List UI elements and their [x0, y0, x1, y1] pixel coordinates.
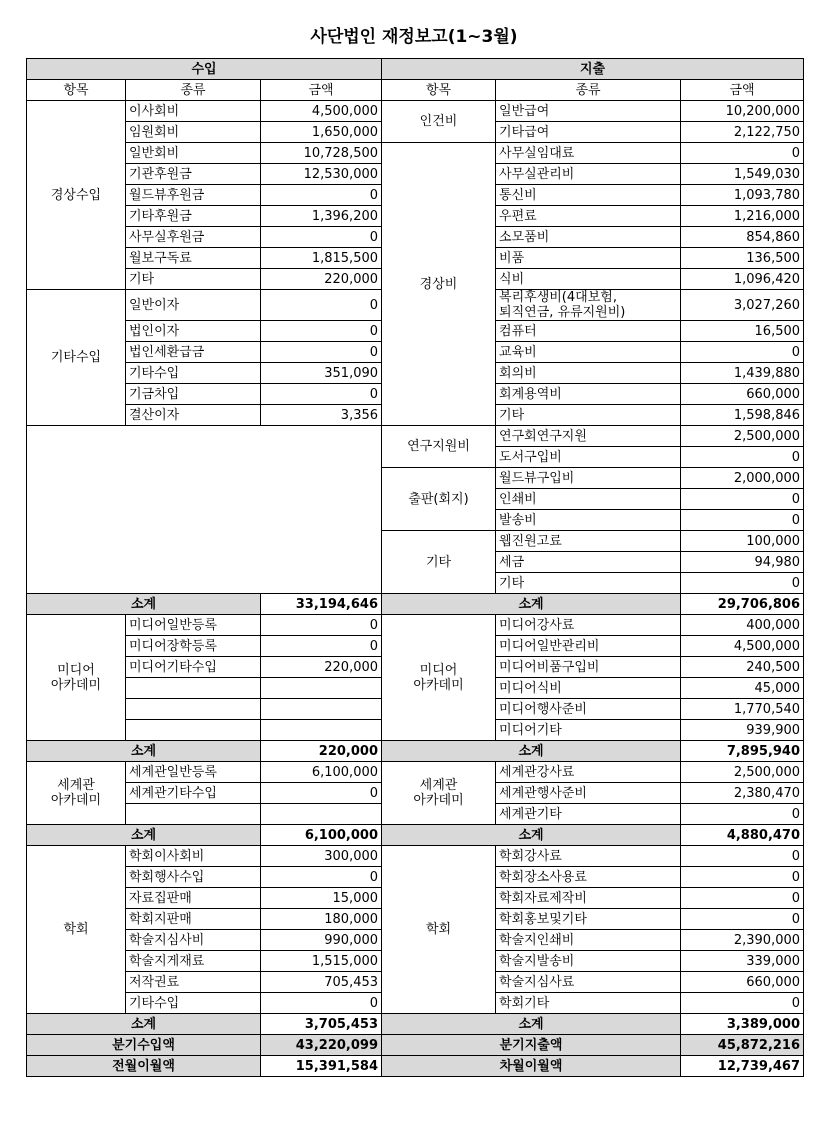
- income-item-amount: 3,356: [261, 405, 382, 426]
- expense-item-amount: 0: [681, 510, 804, 531]
- worldview-expense-item-name: 세계관기타: [496, 804, 681, 825]
- society-income-item-name: 기타수입: [126, 993, 261, 1014]
- worldview-expense-subtotal: 4,880,470: [681, 825, 804, 846]
- media-expense-item-name: 미디어기타: [496, 720, 681, 741]
- expense-category: 기타: [382, 531, 496, 594]
- society-income-item-amount: 0: [261, 993, 382, 1014]
- income-item-name: 기타수입: [126, 363, 261, 384]
- expense-item-amount: 136,500: [681, 248, 804, 269]
- media-expense-item-amount: 939,900: [681, 720, 804, 741]
- expense-item-amount: 0: [681, 447, 804, 468]
- expense-item-name: 사무실관리비: [496, 164, 681, 185]
- society-income-item-name: 학회행사수입: [126, 867, 261, 888]
- media-income-item-empty: [126, 699, 261, 720]
- income-item-amount: 0: [261, 290, 382, 321]
- income-subtotal-label: 소계: [27, 594, 261, 615]
- expense-item-name: 회계용역비: [496, 384, 681, 405]
- quarter-expense: 45,872,216: [681, 1035, 804, 1056]
- income-item-name: 결산이자: [126, 405, 261, 426]
- income-item-amount: 1,396,200: [261, 206, 382, 227]
- income-item-name: 기관후원금: [126, 164, 261, 185]
- worldview-income-amount-empty: [261, 804, 382, 825]
- worldview-expense-item-amount: 0: [681, 804, 804, 825]
- next-balance-label: 차월이월액: [382, 1056, 681, 1077]
- income-item-name: 기금차입: [126, 384, 261, 405]
- media-expense-item-amount: 4,500,000: [681, 636, 804, 657]
- expense-item-amount: 1,549,030: [681, 164, 804, 185]
- society-income-item-amount: 990,000: [261, 930, 382, 951]
- income-item-amount: 0: [261, 227, 382, 248]
- worldview-expense-item-name: 세계관강사료: [496, 762, 681, 783]
- expense-item-name: 발송비: [496, 510, 681, 531]
- next-balance: 12,739,467: [681, 1056, 804, 1077]
- expense-item-amount: 100,000: [681, 531, 804, 552]
- expense-item-name: 회의비: [496, 363, 681, 384]
- col-category-header: 항목: [382, 80, 496, 101]
- society-income-item-name: 학회이사회비: [126, 846, 261, 867]
- expense-header: 지출: [382, 59, 804, 80]
- society-income-item-name: 저작권료: [126, 972, 261, 993]
- expense-item-amount: 10,200,000: [681, 101, 804, 122]
- worldview-income-item-amount: 0: [261, 783, 382, 804]
- expense-item-amount: 0: [681, 143, 804, 164]
- expense-item-amount: 94,980: [681, 552, 804, 573]
- worldview-expense-item-amount: 2,500,000: [681, 762, 804, 783]
- expense-item-amount: 660,000: [681, 384, 804, 405]
- society-expense-item-name: 학회기타: [496, 993, 681, 1014]
- society-expense-subtotal: 3,389,000: [681, 1014, 804, 1035]
- society-income-item-amount: 300,000: [261, 846, 382, 867]
- prev-balance: 15,391,584: [261, 1056, 382, 1077]
- media-expense-item-name: 미디어일반관리비: [496, 636, 681, 657]
- expense-item-name: 기타: [496, 405, 681, 426]
- society-income-item-amount: 1,515,000: [261, 951, 382, 972]
- quarter-income-label: 분기수입액: [27, 1035, 261, 1056]
- income-item-name: 일반회비: [126, 143, 261, 164]
- society-expense-item-name: 학회강사료: [496, 846, 681, 867]
- income-category: 경상수입: [27, 101, 126, 290]
- society-expense-item-amount: 2,390,000: [681, 930, 804, 951]
- expense-item-amount: 1,093,780: [681, 185, 804, 206]
- society-income-subtotal: 3,705,453: [261, 1014, 382, 1035]
- society-income-category: 학회: [27, 846, 126, 1014]
- income-item-name: 법인이자: [126, 321, 261, 342]
- income-header: 수입: [27, 59, 382, 80]
- worldview-income-item-empty: [126, 804, 261, 825]
- income-item-amount: 1,650,000: [261, 122, 382, 143]
- media-income-subtotal-label: 소계: [27, 741, 261, 762]
- income-item-name: 법인세환급금: [126, 342, 261, 363]
- media-income-item-amount: 220,000: [261, 657, 382, 678]
- expense-item-amount: 16,500: [681, 321, 804, 342]
- media-expense-item-amount: 240,500: [681, 657, 804, 678]
- col-kind-header: 종류: [496, 80, 681, 101]
- media-income-item-name: 미디어장학등록: [126, 636, 261, 657]
- society-expense-item-amount: 0: [681, 888, 804, 909]
- expense-item-amount: 854,860: [681, 227, 804, 248]
- worldview-income-subtotal: 6,100,000: [261, 825, 382, 846]
- media-income-item-amount: 0: [261, 615, 382, 636]
- society-expense-item-amount: 339,000: [681, 951, 804, 972]
- society-expense-item-name: 학술지심사료: [496, 972, 681, 993]
- col-amount-header: 금액: [681, 80, 804, 101]
- media-income-item-empty: [126, 720, 261, 741]
- expense-item-name: 소모품비: [496, 227, 681, 248]
- expense-item-name: 기타급여: [496, 122, 681, 143]
- society-income-item-amount: 15,000: [261, 888, 382, 909]
- media-expense-item-name: 미디어식비: [496, 678, 681, 699]
- expense-item-amount: 1,216,000: [681, 206, 804, 227]
- society-expense-item-name: 학회자료제작비: [496, 888, 681, 909]
- media-income-amount-empty: [261, 699, 382, 720]
- media-income-category: 미디어 아카데미: [27, 615, 126, 741]
- society-income-item-name: 학회지판매: [126, 909, 261, 930]
- income-item-name: 이사회비: [126, 101, 261, 122]
- prev-balance-label: 전월이월액: [27, 1056, 261, 1077]
- expense-item-amount: 0: [681, 342, 804, 363]
- worldview-expense-item-amount: 2,380,470: [681, 783, 804, 804]
- expense-item-name: 월드뷰구입비: [496, 468, 681, 489]
- expense-item-amount: 1,598,846: [681, 405, 804, 426]
- expense-item-name: 컴퓨터: [496, 321, 681, 342]
- worldview-income-category: 세계관 아카데미: [27, 762, 126, 825]
- society-expense-item-name: 학술지발송비: [496, 951, 681, 972]
- expense-item-amount: 0: [681, 573, 804, 594]
- income-item-amount: 1,815,500: [261, 248, 382, 269]
- income-item-name: 월보구독료: [126, 248, 261, 269]
- income-item-amount: 10,728,500: [261, 143, 382, 164]
- worldview-expense-category: 세계관 아카데미: [382, 762, 496, 825]
- expense-item-name: 기타: [496, 573, 681, 594]
- income-item-name: 임원회비: [126, 122, 261, 143]
- media-expense-item-amount: 1,770,540: [681, 699, 804, 720]
- income-item-name: 사무실후원금: [126, 227, 261, 248]
- society-expense-item-name: 학술지인쇄비: [496, 930, 681, 951]
- expense-subtotal: 29,706,806: [681, 594, 804, 615]
- expense-category: 인건비: [382, 101, 496, 143]
- worldview-income-subtotal-label: 소계: [27, 825, 261, 846]
- worldview-income-item-amount: 6,100,000: [261, 762, 382, 783]
- media-expense-subtotal-label: 소계: [382, 741, 681, 762]
- income-item-amount: 0: [261, 384, 382, 405]
- expense-item-name: 통신비: [496, 185, 681, 206]
- society-expense-item-name: 학회홍보및기타: [496, 909, 681, 930]
- col-category-header: 항목: [27, 80, 126, 101]
- media-income-item-empty: [126, 678, 261, 699]
- expense-category: 출판(회지): [382, 468, 496, 531]
- empty-block: [27, 426, 382, 594]
- media-expense-item-name: 미디어비품구입비: [496, 657, 681, 678]
- society-income-item-name: 자료집판매: [126, 888, 261, 909]
- worldview-expense-subtotal-label: 소계: [382, 825, 681, 846]
- income-item-name: 일반이자: [126, 290, 261, 321]
- income-item-amount: 12,530,000: [261, 164, 382, 185]
- expense-item-amount: 2,122,750: [681, 122, 804, 143]
- expense-item-amount: 1,096,420: [681, 269, 804, 290]
- expense-item-name: 식비: [496, 269, 681, 290]
- expense-item-amount: 2,000,000: [681, 468, 804, 489]
- expense-item-name: 우편료: [496, 206, 681, 227]
- expense-item-name: 세금: [496, 552, 681, 573]
- society-expense-item-amount: 0: [681, 867, 804, 888]
- quarter-income: 43,220,099: [261, 1035, 382, 1056]
- expense-subtotal-label: 소계: [382, 594, 681, 615]
- society-expense-item-amount: 0: [681, 993, 804, 1014]
- society-expense-item-amount: 0: [681, 909, 804, 930]
- expense-item-name: 복리후생비(4대보험, 퇴직연금, 유류지원비): [496, 290, 681, 321]
- expense-category: 연구지원비: [382, 426, 496, 468]
- society-income-subtotal-label: 소계: [27, 1014, 261, 1035]
- media-income-subtotal: 220,000: [261, 741, 382, 762]
- income-item-amount: 4,500,000: [261, 101, 382, 122]
- media-income-item-name: 미디어기타수입: [126, 657, 261, 678]
- society-income-item-name: 학술지심사비: [126, 930, 261, 951]
- quarter-expense-label: 분기지출액: [382, 1035, 681, 1056]
- income-item-name: 월드뷰후원금: [126, 185, 261, 206]
- expense-item-name: 비품: [496, 248, 681, 269]
- worldview-income-item-name: 세계관기타수입: [126, 783, 261, 804]
- society-income-item-amount: 705,453: [261, 972, 382, 993]
- media-income-amount-empty: [261, 678, 382, 699]
- expense-item-name: 교육비: [496, 342, 681, 363]
- media-expense-subtotal: 7,895,940: [681, 741, 804, 762]
- income-subtotal: 33,194,646: [261, 594, 382, 615]
- expense-item-amount: 2,500,000: [681, 426, 804, 447]
- col-kind-header: 종류: [126, 80, 261, 101]
- media-income-item-amount: 0: [261, 636, 382, 657]
- media-expense-category: 미디어 아카데미: [382, 615, 496, 741]
- expense-item-name: 일반급여: [496, 101, 681, 122]
- expense-item-name: 연구회연구지원: [496, 426, 681, 447]
- expense-item-amount: 3,027,260: [681, 290, 804, 321]
- expense-item-name: 웹진원고료: [496, 531, 681, 552]
- expense-item-amount: 1,439,880: [681, 363, 804, 384]
- income-item-name: 기타후원금: [126, 206, 261, 227]
- income-item-amount: 0: [261, 342, 382, 363]
- income-item-amount: 0: [261, 321, 382, 342]
- media-expense-item-amount: 400,000: [681, 615, 804, 636]
- expense-item-name: 사무실임대료: [496, 143, 681, 164]
- report-title: 사단법인 재정보고(1~3월): [310, 27, 518, 47]
- society-expense-item-name: 학회장소사용료: [496, 867, 681, 888]
- worldview-expense-item-name: 세계관행사준비: [496, 783, 681, 804]
- income-item-amount: 351,090: [261, 363, 382, 384]
- media-expense-item-name: 미디어강사료: [496, 615, 681, 636]
- income-category: 기타수입: [27, 290, 126, 426]
- media-expense-item-amount: 45,000: [681, 678, 804, 699]
- society-expense-item-amount: 0: [681, 846, 804, 867]
- worldview-income-item-name: 세계관일반등록: [126, 762, 261, 783]
- society-income-item-name: 학술지게재료: [126, 951, 261, 972]
- society-income-item-amount: 180,000: [261, 909, 382, 930]
- income-item-amount: 0: [261, 185, 382, 206]
- expense-category: 경상비: [382, 143, 496, 426]
- media-expense-item-name: 미디어행사준비: [496, 699, 681, 720]
- income-item-name: 기타: [126, 269, 261, 290]
- media-income-item-name: 미디어일반등록: [126, 615, 261, 636]
- income-item-amount: 220,000: [261, 269, 382, 290]
- expense-item-name: 인쇄비: [496, 489, 681, 510]
- col-amount-header: 금액: [261, 80, 382, 101]
- society-income-item-amount: 0: [261, 867, 382, 888]
- society-expense-subtotal-label: 소계: [382, 1014, 681, 1035]
- media-income-amount-empty: [261, 720, 382, 741]
- expense-item-name: 도서구입비: [496, 447, 681, 468]
- expense-item-amount: 0: [681, 489, 804, 510]
- society-expense-item-amount: 660,000: [681, 972, 804, 993]
- society-expense-category: 학회: [382, 846, 496, 1014]
- finance-table: [26, 58, 804, 1077]
